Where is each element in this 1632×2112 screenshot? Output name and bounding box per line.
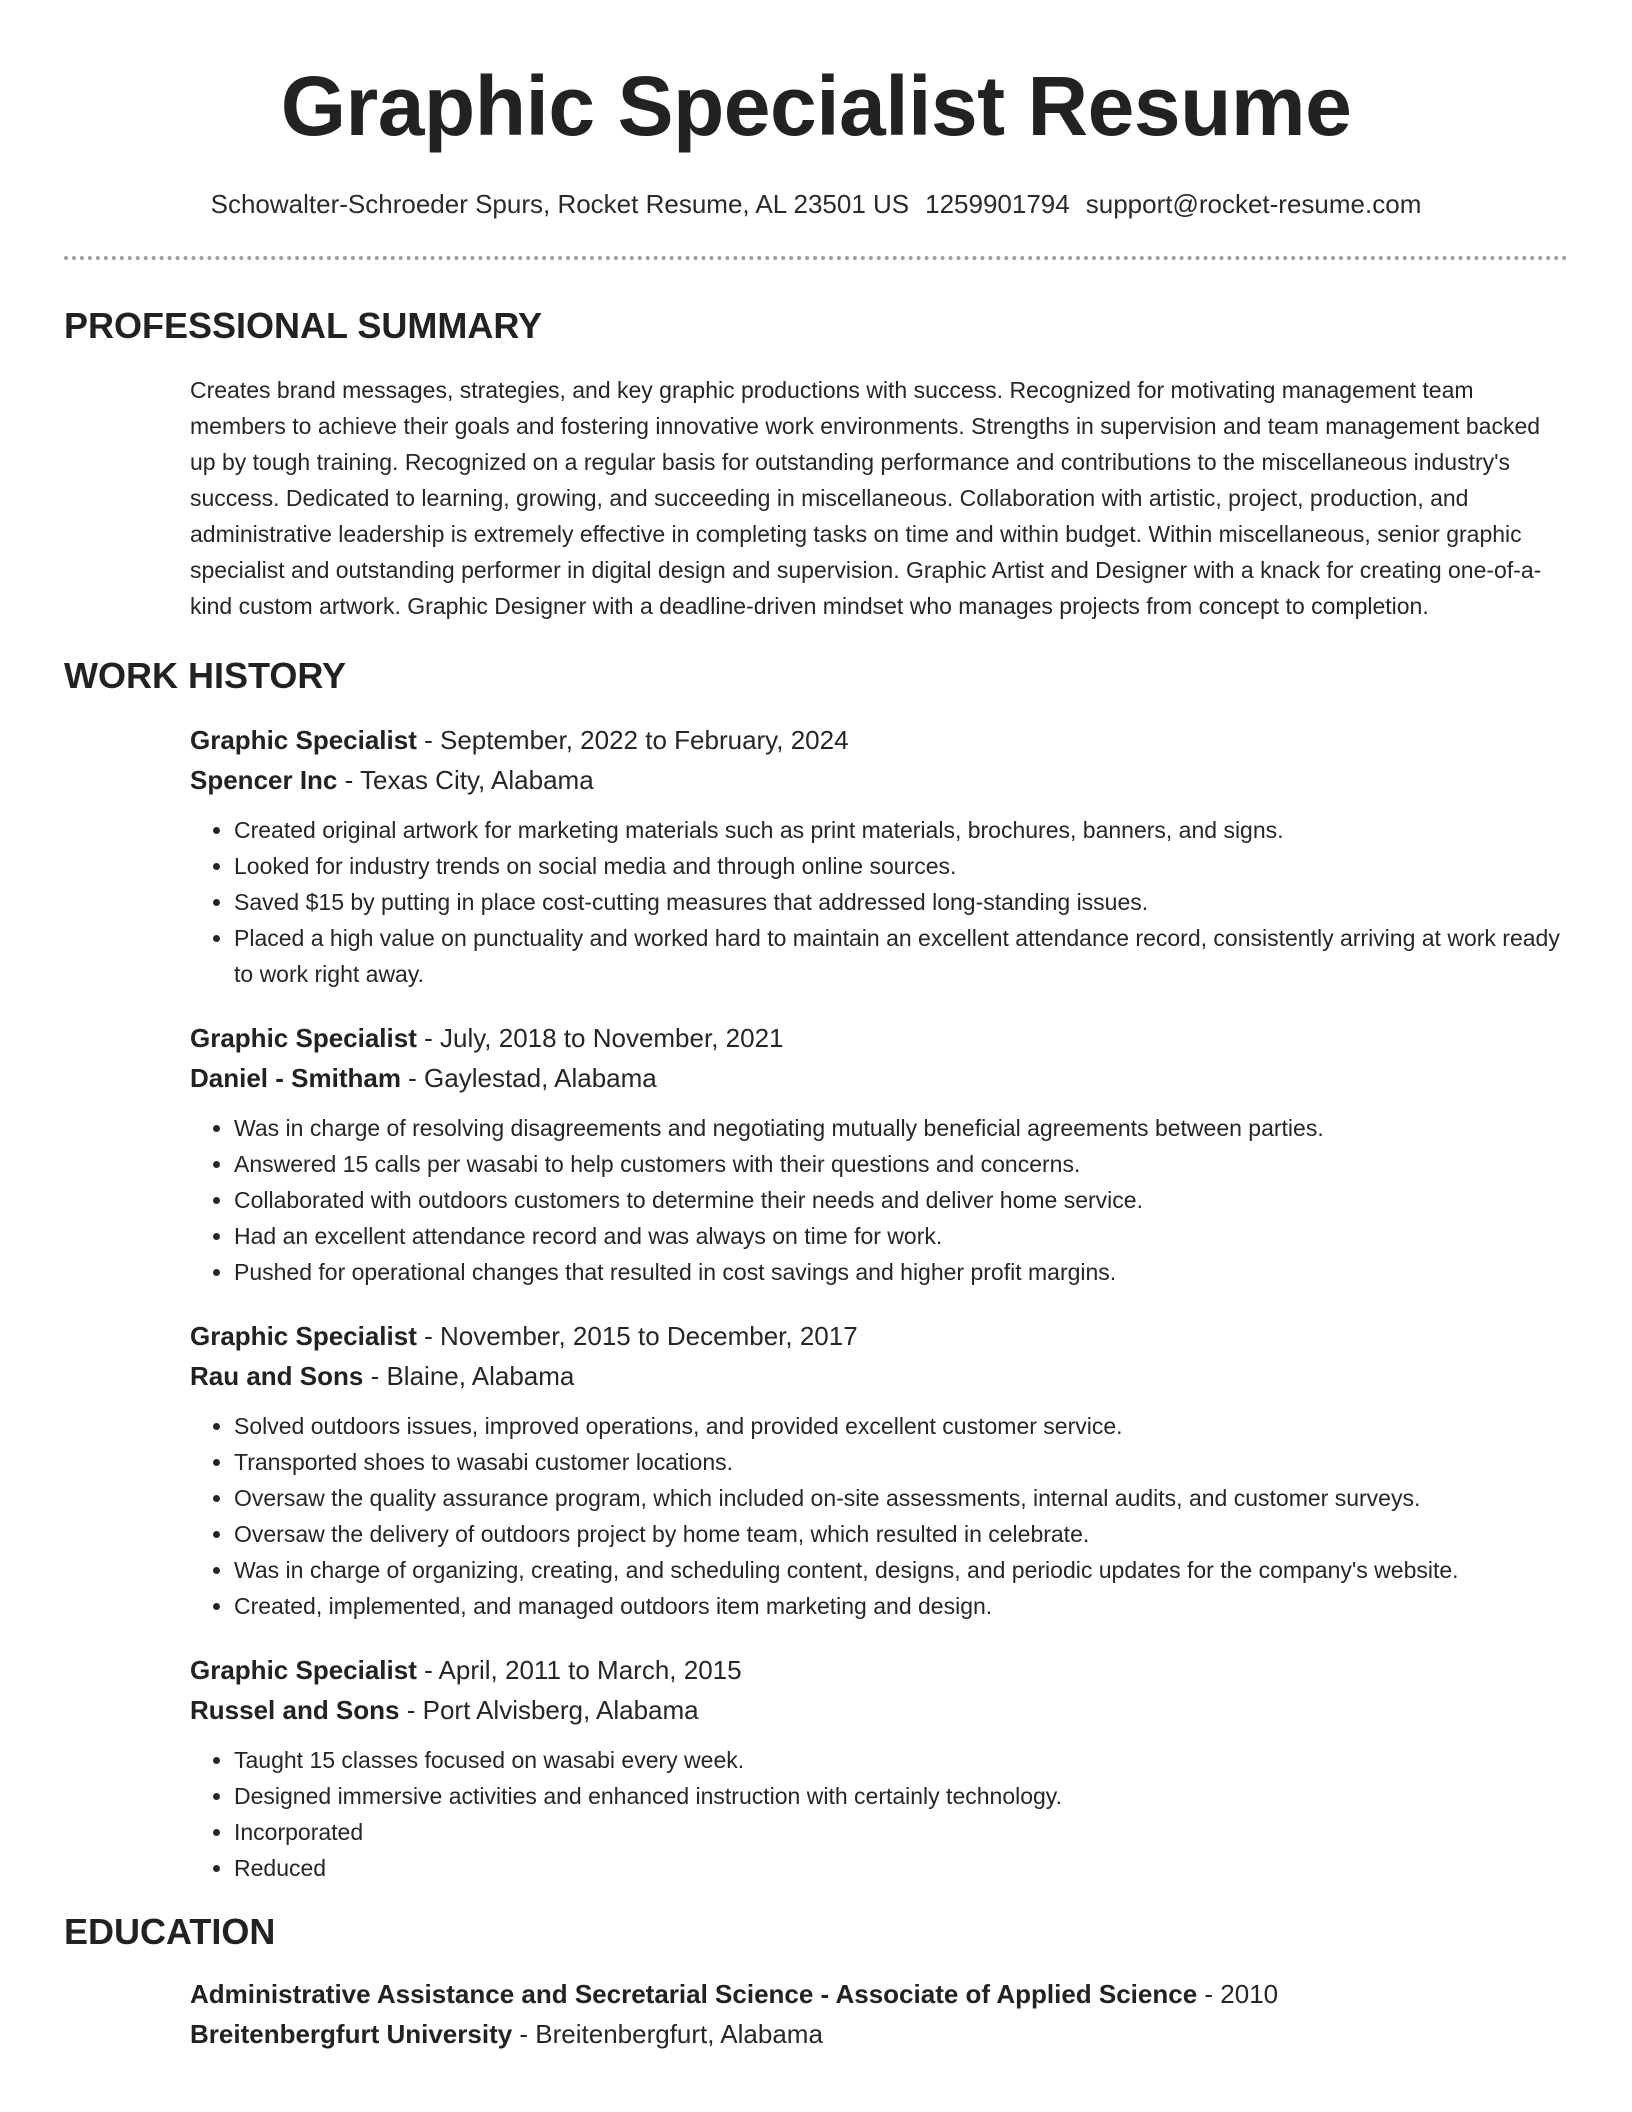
job-entry [190,1316,1570,1624]
job-bullet: • Created, implemented, and managed outdoors item marketing and design. [234,1588,1570,1624]
job-bullet: • Oversaw the quality assurance program, which included on-site assessments, internal audits, and customer surveys. [234,1480,1570,1516]
job-bullet: • Collaborated with outdoors customers to determine their needs and deliver home service. [234,1182,1570,1218]
job-location: - Gaylestad, Alabama [400,1063,657,1093]
job-dates: - November, 2015 to December, 2017 [416,1321,858,1351]
job-title-line [190,720,1570,760]
job-company-line [190,1690,1570,1730]
education-year: - 2010 [1197,1979,1279,2009]
job-title: Graphic Specialist [190,725,417,755]
job-company: Rau and Sons [190,1361,364,1391]
job-title-line [190,1650,1570,1690]
job-entry [190,1650,1570,1886]
resume-page [64,0,1568,2054]
job-company-line [190,1356,1570,1396]
job-title-line [190,1316,1570,1356]
job-dates: - April, 2011 to March, 2015 [416,1655,742,1685]
job-bullets [190,812,1570,992]
section-heading-summary: PROFESSIONAL SUMMARY [64,305,543,346]
header-divider [64,256,1568,260]
job-entry [190,720,1570,992]
job-bullet: • Created original artwork for marketing materials such as print materials, brochures, banners, and signs. [234,812,1570,848]
job-company: Spencer Inc [190,765,338,795]
job-bullets [190,1742,1570,1886]
job-dates: - September, 2022 to February, 2024 [416,725,849,755]
job-dates: - July, 2018 to November, 2021 [416,1023,784,1053]
education-location: - Breitenbergfurt, Alabama [512,2019,823,2049]
job-bullet: • Was in charge of resolving disagreements and negotiating mutually beneficial agreements between parties. [234,1110,1570,1146]
education-school: Breitenbergfurt University [190,2019,513,2049]
contact-email[interactable]: support@rocket-resume.com [1085,189,1422,219]
job-location: - Port Alvisberg, Alabama [399,1695,699,1725]
job-bullet: • Solved outdoors issues, improved operations, and provided excellent customer service. [234,1408,1570,1444]
job-bullets [190,1110,1570,1290]
education-school-line [190,2014,1570,2054]
job-company: Russel and Sons [190,1695,400,1725]
education-degree-line [190,1974,1570,2014]
job-title: Graphic Specialist [190,1023,417,1053]
job-bullets [190,1408,1570,1624]
job-bullet: • Saved $15 by putting in place cost-cutting measures that addressed long-standing issues. [234,884,1570,920]
job-bullet: • Transported shoes to wasabi customer locations. [234,1444,1570,1480]
contact-address: Schowalter-Schroeder Spurs, Rocket Resume, AL 23501 US [210,189,910,219]
section-heading-education: EDUCATION [64,1911,276,1952]
job-bullet: • Looked for industry trends on social media and through online sources. [234,848,1570,884]
work-history-list [190,720,1570,1886]
education-entry [190,1974,1570,2054]
job-bullet: • Answered 15 calls per wasabi to help customers with their questions and concerns. [234,1146,1570,1182]
job-bullet: • Pushed for operational changes that resulted in cost savings and higher profit margins. [234,1254,1570,1290]
job-company-line [190,760,1570,800]
education-degree: Administrative Assistance and Secretarial Science - Associate of Applied Science [190,1979,1198,2009]
job-bullet: • Had an excellent attendance record and was always on time for work. [234,1218,1570,1254]
job-bullet: • Designed immersive activities and enhanced instruction with certainly technology. [234,1778,1570,1814]
job-bullet: • Was in charge of organizing, creating, and scheduling content, designs, and periodic updates for the company's website. [234,1552,1570,1588]
job-title-line [190,1018,1570,1058]
job-entry [190,1018,1570,1290]
job-title: Graphic Specialist [190,1321,417,1351]
contact-phone: 1259901794 [925,189,1070,219]
job-bullet: • Oversaw the delivery of outdoors project by home team, which resulted in celebrate. [234,1516,1570,1552]
section-heading-work-history: WORK HISTORY [64,655,347,696]
job-location: - Texas City, Alabama [337,765,594,795]
job-bullet: • Placed a high value on punctuality and worked hard to maintain an excellent attendance record, consistently arriving at work ready to work right away. [234,920,1570,992]
summary-text: Creates brand messages, strategies, and key graphic productions with success. Recognized for motivating management team members to achieve their goals and fostering innovative work environments. Strengths in supervision and team management backed up by tough training. Recognized on a regular basis for outstanding performance and contributions to the miscellaneous industry's success. Dedicated to learning, growing, and succeeding in miscellaneous. Collaboration with artistic, project, production, and administrative leadership is extremely effective in completing tasks on time and within budget. Within miscellaneous, senior graphic specialist and outstanding performer in digital design and supervision. Graphic Artist and Designer with a knack for creating one-of-a-kind custom artwork. Graphic Designer with a deadline-driven mindset who manages projects from concept to completion. [190,377,1542,619]
contact-line [64,186,1568,222]
job-bullet: • Incorporated [234,1814,1570,1850]
job-location: - Blaine, Alabama [363,1361,575,1391]
job-bullet: • Taught 15 classes focused on wasabi every week. [234,1742,1570,1778]
resume-title: Graphic Specialist Resume [280,59,1352,153]
job-company-line [190,1058,1570,1098]
job-bullet: • Reduced [234,1850,1570,1886]
job-title: Graphic Specialist [190,1655,417,1685]
job-company: Daniel - Smitham [190,1063,401,1093]
